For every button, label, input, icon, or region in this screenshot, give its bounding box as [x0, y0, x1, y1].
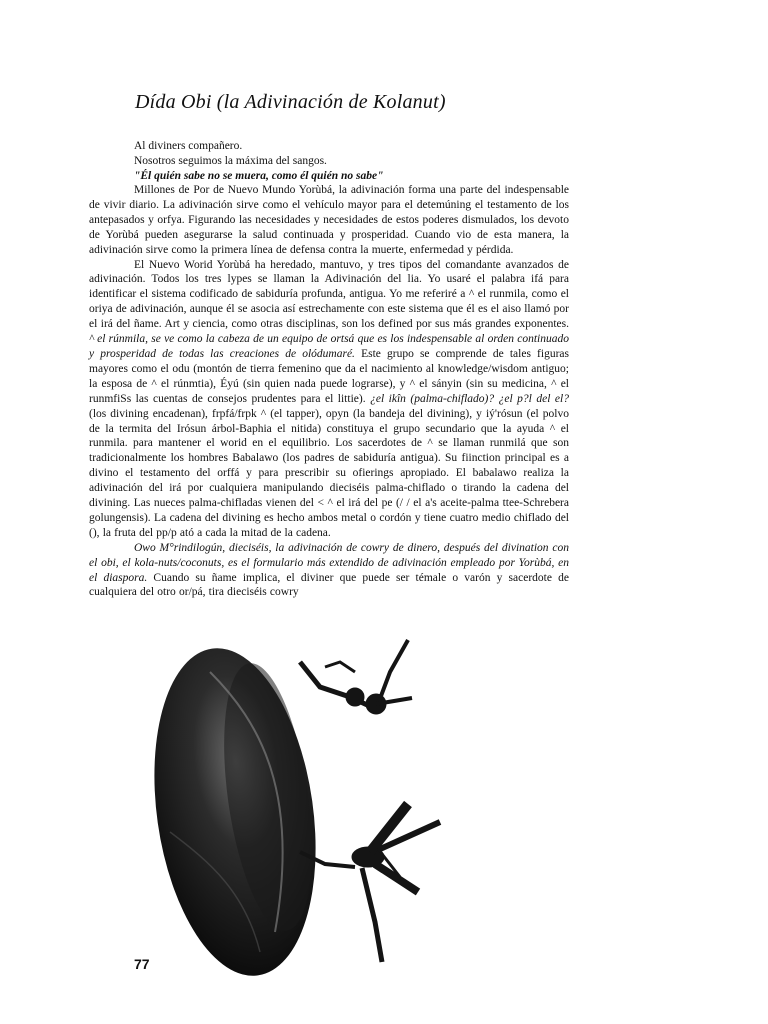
- italic-run: ¿el ikîn (palma-chiflado)? ¿el p?l del el?: [370, 392, 569, 405]
- italic-run: Owo M°rindilogún, dieciséis, la adivinación de cowry de dinero, después del divination con el obi, el kola-nuts/coconuts, es el formulario más extendido de adivinación empleado por Yorùbá, en el diaspora.: [89, 541, 569, 584]
- chapter-title: Dída Obi (la Adivinación de Kolanut): [135, 91, 446, 113]
- page-number: 77: [134, 956, 150, 972]
- epigraph-line: Al diviners compañero.: [134, 140, 243, 152]
- text-run: (los divining encadenan), frpfá/frpk ^ (el tapper), opyn (la bandeja del divining), y iý'rósun (el polvo de la termita del Irósun árbol-Baphia el nitida) constituya el grupo secundario que la ayuda ^ el runmila. para mantener el worid en el equilibrio. Los sacerdotes de ^ se llaman runmilá que son tradicionalmente los hombres Babalawo (los padres de sabiduría antigua). Su fiinction principal es a divino el testamento del orffá y para prescribir su ofierings apropiado. El babalawo realiza la adivinación del irá por cualquiera manipulando dieciséis palma-chiflado o tirando la cadena del divining. Las nueces palma-chifladas vienen del < ^ el irá del pe (/ / el a's aceite-palma ttee-Schrebera golungensis). La cadena del divining es hecho ambos metal o cordón y tiene cuatro medio chiflado del (), la fruta del pp/p ató a cada la mitad de la cadena.: [89, 407, 569, 539]
- body-text: [89, 183, 569, 600]
- italic-run: ^ el rúnmila, se ve como la cabeza de un equipo de ortsá que es los indespensable al orden continuado y prosperidad de todas las creaciones de olódumaré.: [89, 333, 569, 360]
- epigraph-line: Nosotros seguimos la máxima del sangos.: [134, 155, 327, 167]
- kola-nut-illustration: [150, 632, 450, 977]
- paragraph: [89, 258, 569, 541]
- text-run: Cuando su ñame implica, el diviner que puede ser témale o varón y sacerdote de cualquiera del otro or/pá, tira dieciséis cowry: [89, 571, 569, 599]
- text-run: El Nuevo Worid Yorùbá ha heredado, mantuvo, y tres tipos del comandante avanzados de adivinación. Todos los tres lypes se llaman la Adivinación del lia. Yo usaré el palabra ifá para identificar el sistema codificado de sabiduría profunda, antigua. Yo me referiré a ^ el runmila, como el oriya de adivinación, aunque él se asocia así estrechamente con este sistema que él es el aiso llamó por el irá del ñame. Art y ciencia, como otras disciplinas, son los defined por sus más grandes exponentes.: [89, 258, 569, 331]
- lower-appendage-shape: [300, 804, 440, 962]
- paragraph: [89, 541, 569, 601]
- upper-appendage-shape: [300, 640, 412, 714]
- paragraph: Millones de Por de Nuevo Mundo Yorùbá, la adivinación forma una parte del indespensable de vivir diario. La adivinación sirve como el vehículo mayor para el detemúning el testamento de los antepasados y orfya. Figurando las necesidades y necesidades de estos poderes dismulados, los devoto de Yorùbá pueden asegurarse la salud continuada y prosperidad. Cuando vio de esta manera, la adivinación sirve como la primera línea de defensa contra la muerte, enfermedad y pérdida.: [89, 184, 569, 256]
- text-run: Este grupo se comprende de tales figuras mayores como el odu (montón de tierra femenino que da el nacimiento al knowledge/wisdom antiguo; la esposa de ^ el rúnmtia), Éyú (sin quien nada puede lograrse), y ^ el sányin (sin su medicina, ^ el runmfiSs las cuentas de consejos prudentes para el littie).: [89, 347, 569, 405]
- epigraph-quote: "Él quién sabe no se muera, como él quién no sabe": [134, 170, 384, 182]
- epigraph: [134, 139, 614, 184]
